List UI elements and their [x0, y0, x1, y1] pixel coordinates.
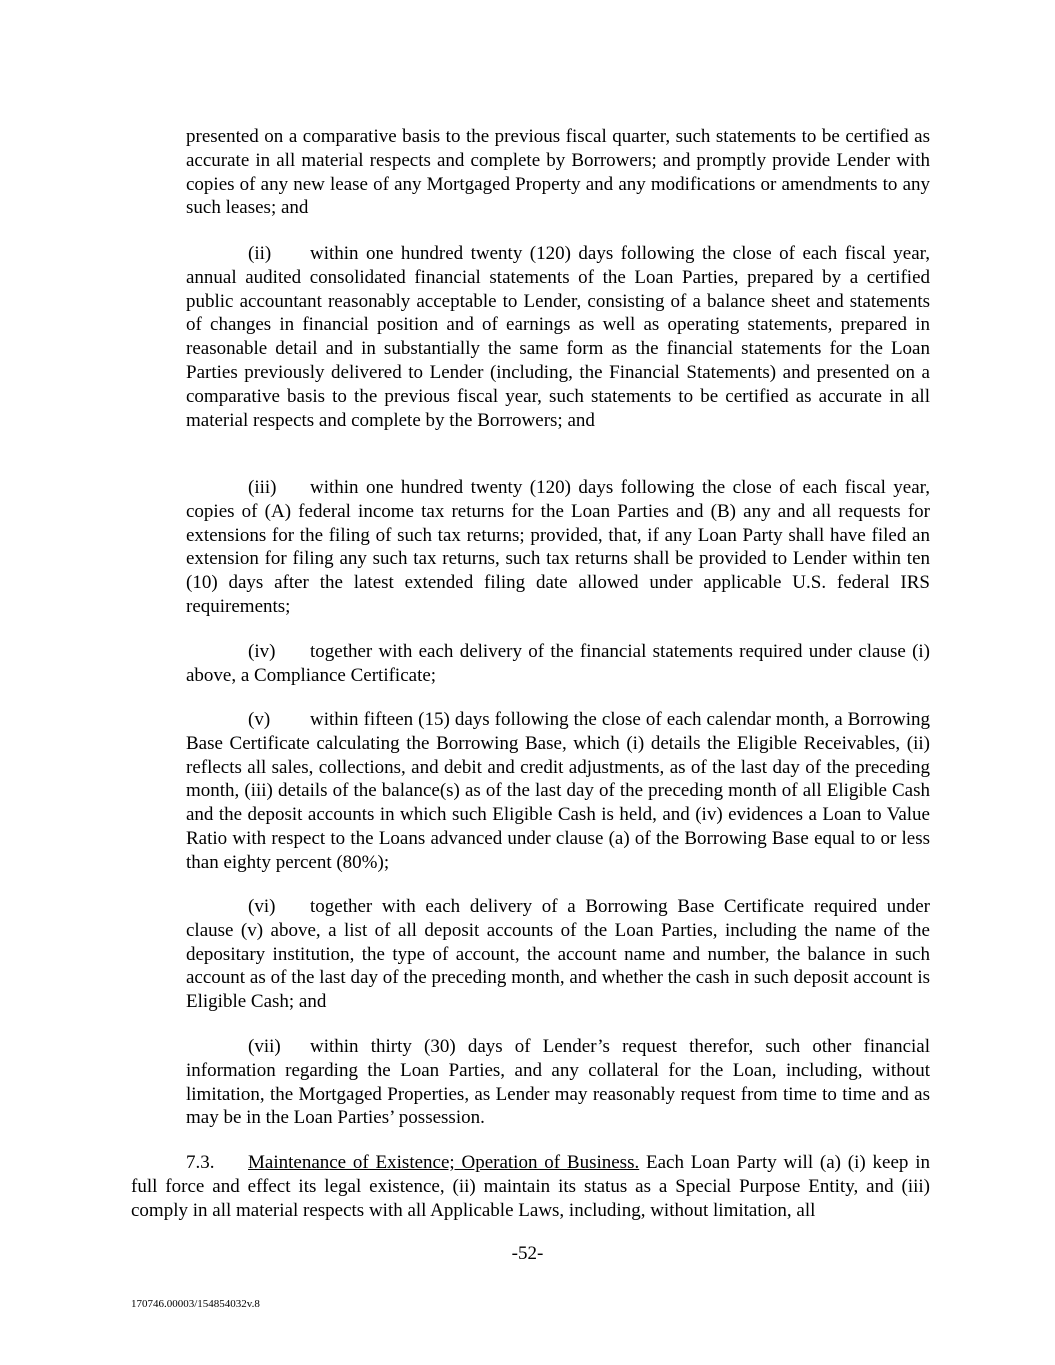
- document-id: 170746.00003/154854032v.8: [131, 1298, 260, 1310]
- clause-text: within fifteen (15) days following the close of each calendar month, a Borrowing Base Certificate calculating the Borrowing Base, which (i) details the Eligible Receivables, (ii) reflects all sales, collections, and debit and credit adjustments, as of the last day of the preceding month, (iii) details of the balance(s) as of the last day of the preceding month of all Eligible Cash and the deposit accounts in which such Eligible Cash is held, and (iv) evidences a Loan to Value Ratio with respect to the Loans advanced under clause (a) of the Borrowing Base equal to or less than eighty percent (80%);: [186, 709, 930, 873]
- page-number: -52-: [511, 1243, 544, 1264]
- section-number: 7.3.: [186, 1152, 215, 1173]
- clause-vi: [186, 895, 930, 1014]
- clause-number: (vii): [248, 1036, 281, 1057]
- clause-text: within one hundred twenty (120) days following the close of each fiscal year, copies of (A) federal income tax returns for the Loan Parties and (B) any and all requests for extensions for the filing of such tax returns; provided, that, if any Loan Party shall have filed an extension for filing any such tax returns, such tax returns shall be provided to Lender within ten (10) days after the latest extended filing date allowed under applicable U.S. federal IRS requirements;: [186, 477, 930, 617]
- clause-v: [186, 708, 930, 875]
- section-text: Each Loan Party will (a) (i) keep in full force and effect its legal existence, (ii) maintain its status as a Special Purpose Entity, and (iii) comply in all material respects with all Applicable Laws, including, without limitation, all: [131, 1152, 930, 1221]
- section-heading: Maintenance of Existence; Operation of Business.: [248, 1152, 640, 1173]
- clause-number: (iii): [248, 477, 277, 498]
- clause-ii: [186, 242, 930, 432]
- clause-number: (v): [248, 709, 271, 730]
- clause-text: within thirty (30) days of Lender’s request therefor, such other financial information regarding the Loan Parties, and any collateral for the Loan, including, without limitation, the Mortgaged Properties, as Lender may reasonably request from time to time and as may be in the Loan Parties’ possession.: [186, 1036, 930, 1129]
- clause-number: (vi): [248, 896, 276, 917]
- clause-vii: [186, 1035, 930, 1130]
- clause-number: (ii): [248, 243, 272, 264]
- paragraph-continuation: [186, 125, 930, 220]
- clause-text: together with each delivery of a Borrowing Base Certificate required under clause (v) above, a list of all deposit accounts of the Loan Parties, including the name of the depositary institution, the type of account, the account name and number, the balance in such account as of the last day of the preceding month, and whether the cash in such deposit account is Eligible Cash; and: [186, 896, 930, 1013]
- paragraph-text: presented on a comparative basis to the previous fiscal quarter, such statements to be certified as accurate in all material respects and complete by Borrowers; and promptly provide Lender with copies of any new lease of any Mortgaged Property and any modifications or amendments to any such leases; and: [186, 126, 930, 219]
- clause-text: together with each delivery of the financial statements required under clause (i) above, a Compliance Certificate;: [186, 641, 930, 686]
- clause-iv: [186, 640, 930, 688]
- clause-number: (iv): [248, 641, 276, 662]
- section-7-3: [131, 1151, 930, 1222]
- clause-text: within one hundred twenty (120) days following the close of each fiscal year, annual audited consolidated financial statements of the Loan Parties, prepared by a certified public accountant reasonably acceptable to Lender, consisting of a balance sheet and statements of changes in financial position and of earnings as well as operating statements, prepared in reasonable detail and in substantially the same form as the financial statements for the Loan Parties previously delivered to Lender (including, the Financial Statements) and presented on a comparative basis to the previous fiscal year, such statements to be certified as accurate in all material respects and complete by the Borrowers; and: [186, 243, 930, 431]
- clause-iii: [186, 476, 930, 619]
